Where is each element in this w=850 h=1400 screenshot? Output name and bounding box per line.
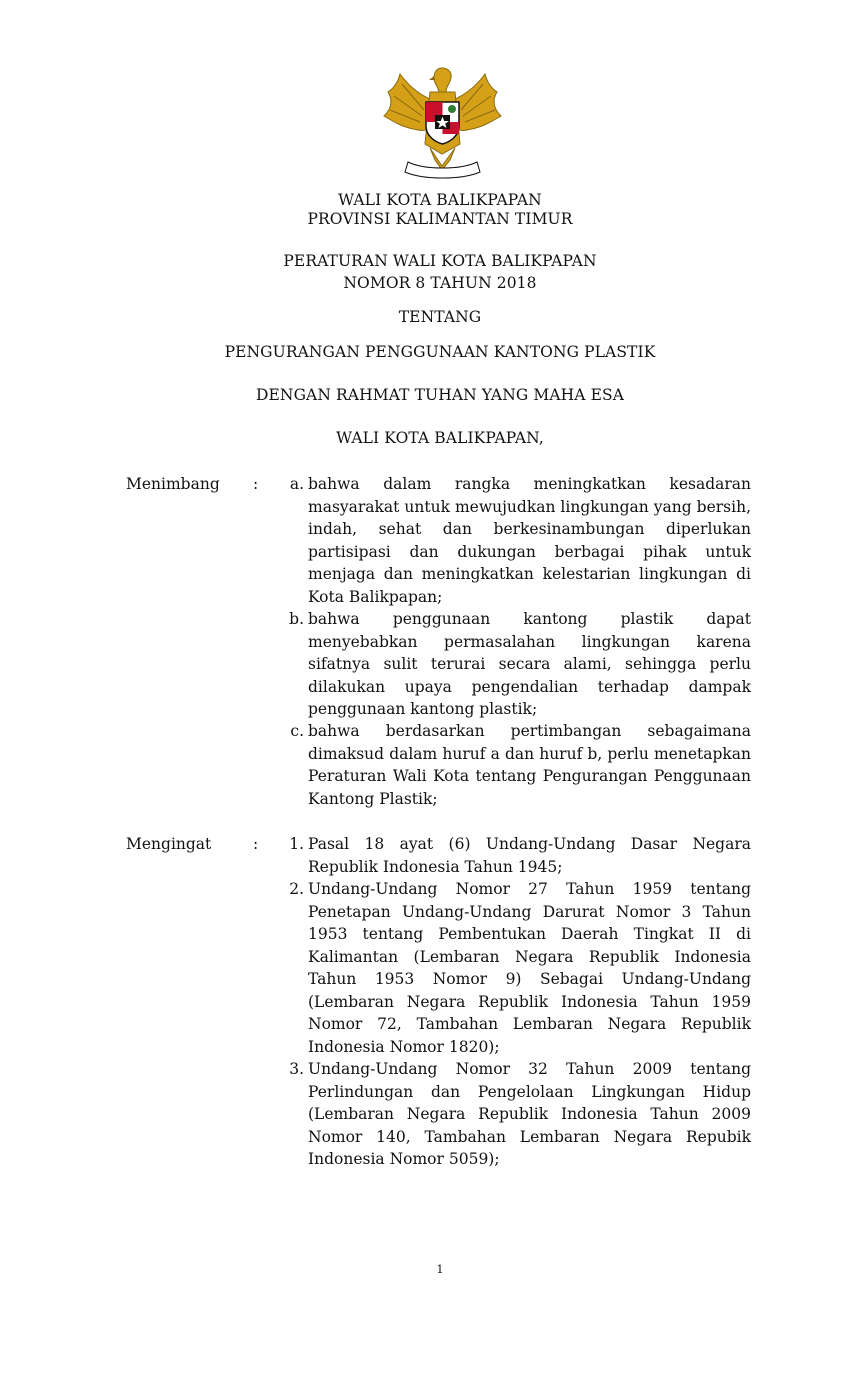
mengingat-item-2: [270, 878, 751, 1058]
mengingat-item-1: [270, 833, 751, 878]
authority-line: WALI KOTA BALIKPAPAN,: [336, 429, 544, 447]
regulation-subject: PENGURANGAN PENGGUNAAN KANTONG PLASTIK: [224, 343, 656, 361]
menimbang-label: Menimbang: [126, 475, 220, 493]
mengingat-item-3: [270, 1058, 751, 1171]
garuda-pancasila-emblem-icon: [380, 62, 505, 180]
item-text: bahwa berdasarkan pertimbangan sebagaimana dimaksud dalam huruf a dan huruf b, perlu menetapkan Peraturan Wali Kota tentang Pengurangan Penggunaan Kantong Plastik;: [308, 722, 751, 808]
item-marker: c.: [290, 722, 304, 740]
page-number: 1: [436, 1263, 444, 1276]
menimbang-item-b: [270, 608, 751, 721]
menimbang-item-a: [270, 473, 751, 608]
mengingat-colon: :: [253, 835, 259, 853]
menimbang-colon: :: [253, 475, 259, 493]
item-marker: a.: [289, 475, 304, 493]
item-text: bahwa penggunaan kantong plastik dapat menyebabkan permasalahan lingkungan karena sifatnya sulit terurai secara alami, sehingga perlu dilakukan upaya pengendalian terhadap dampak penggunaan kantong plastik;: [308, 610, 751, 718]
item-text: Undang-Undang Nomor 32 Tahun 2009 tentang Perlindungan dan Pengelolaan Lingkungan Hidup (Lembaran Negara Republik Indonesia Tahun 2009 Nomor 140, Tambahan Lembaran Negara Repubik Indonesia Nomor 5059);: [308, 1060, 751, 1168]
blessing-line: DENGAN RAHMAT TUHAN YANG MAHA ESA: [255, 386, 625, 404]
item-marker: b.: [289, 610, 304, 628]
item-marker: 1.: [289, 835, 304, 853]
regulation-about: TENTANG: [398, 308, 482, 326]
item-marker: 2.: [289, 880, 304, 898]
item-text: bahwa dalam rangka meningkatkan kesadaran masyarakat untuk mewujudkan lingkungan yang bersih, indah, sehat dan berkesinambungan diperlukan partisipasi dan dukungan berbagai pihak untuk menjaga dan meningkatkan kelestarian lingkungan di Kota Balikpapan;: [308, 475, 751, 606]
header-line-2: PROVINSI KALIMANTAN TIMUR: [307, 210, 573, 228]
header-line-1: WALI KOTA BALIKPAPAN: [338, 191, 542, 209]
regulation-title: PERATURAN WALI KOTA BALIKPAPAN: [283, 252, 597, 270]
mengingat-label: Mengingat: [126, 835, 212, 853]
regulation-number: NOMOR 8 TAHUN 2018: [343, 274, 537, 292]
item-text: Undang-Undang Nomor 27 Tahun 1959 tentang Penetapan Undang-Undang Darurat Nomor 3 Tahun 1953 tentang Pembentukan Daerah Tingkat II di Kalimantan (Lembaran Negara Republik Indonesia Tahun 1953 Nomor 9) Sebagai Undang-Undang (Lembaran Negara Republik Indonesia Tahun 1959 Nomor 72, Tambahan Lembaran Negara Republik Indonesia Nomor 1820);: [308, 880, 751, 1056]
item-text: Pasal 18 ayat (6) Undang-Undang Dasar Negara Republik Indonesia Tahun 1945;: [308, 835, 751, 876]
menimbang-item-c: [270, 720, 751, 810]
item-marker: 3.: [289, 1060, 304, 1078]
